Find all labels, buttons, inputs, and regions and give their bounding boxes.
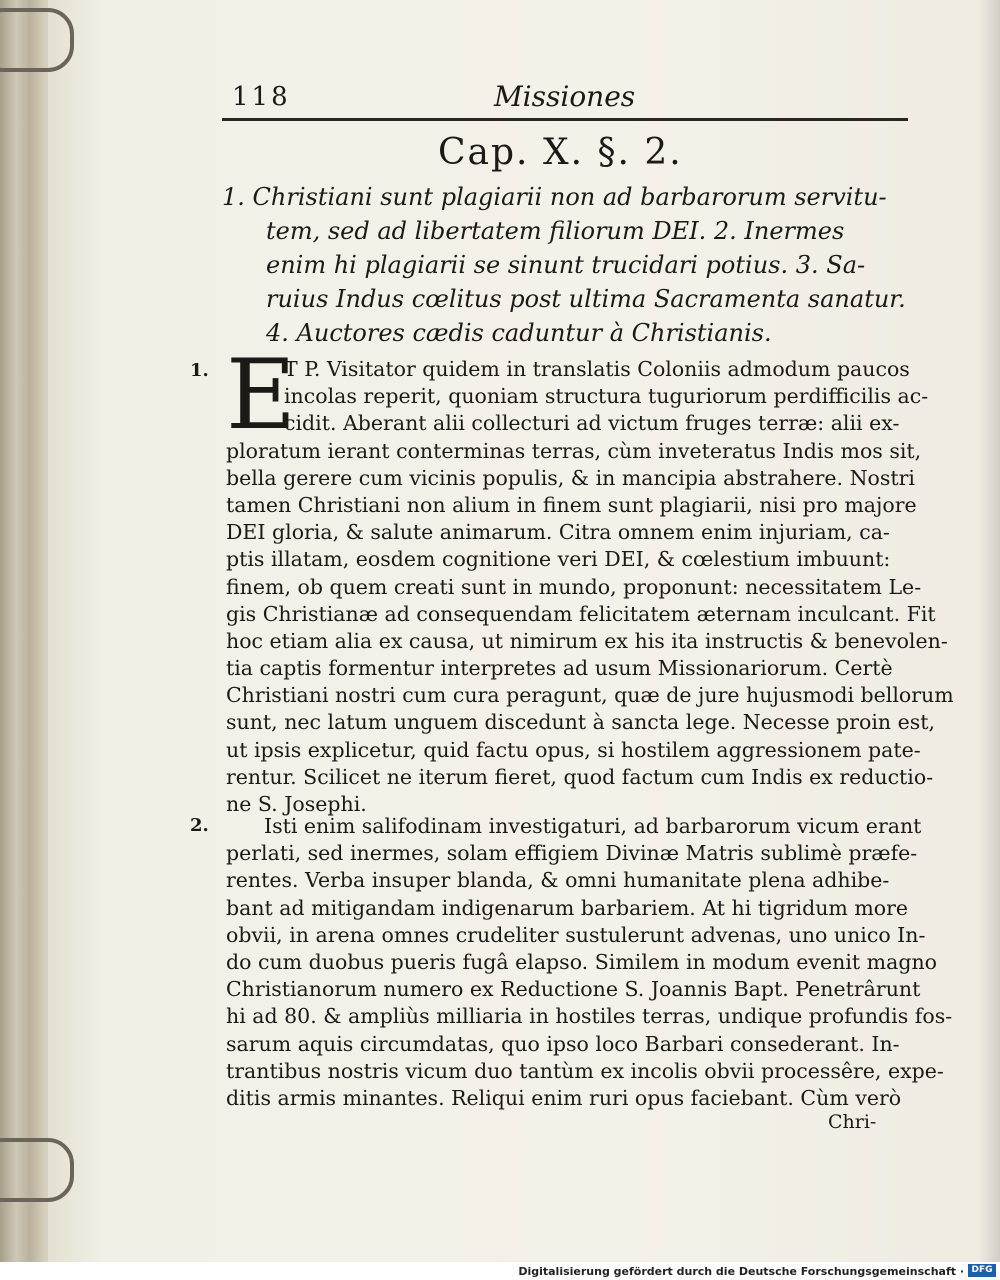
clip-bottom-icon bbox=[0, 1138, 74, 1202]
paragraph-1-lines-b bbox=[226, 438, 954, 819]
paragraph-2-first-line bbox=[264, 813, 921, 840]
text-line: sunt, nec latum unguem discedunt à sancta lege. Necesse proin est, bbox=[226, 710, 936, 735]
header-rule bbox=[222, 118, 908, 121]
chapter-summary bbox=[222, 180, 912, 350]
text-line: ditis armis minantes. Reliqui enim ruri opus faciebant. Cùm verò bbox=[226, 1085, 902, 1110]
summary-line: enim hi plagiarii se sinunt trucidari potius. 3. Sa- bbox=[266, 251, 866, 279]
summary-line: tem, sed ad libertatem filiorum DEI. 2. Inermes bbox=[266, 217, 845, 245]
text-line: cidit. Aberant alii collecturi ad victum fruges terræ: alii ex- bbox=[284, 411, 900, 436]
text-line: incolas reperit, quoniam structura tuguriorum perdifficilis ac- bbox=[284, 384, 929, 409]
dfg-logo-icon[interactable]: DFG bbox=[968, 1264, 996, 1277]
paragraph-2-lines bbox=[226, 840, 952, 1112]
footer-bar bbox=[0, 1262, 1000, 1280]
text-line: perlati, sed inermes, solam effigiem Divinæ Matris sublimè præfe- bbox=[226, 841, 918, 866]
text-line: Isti enim salifodinam investigaturi, ad barbarorum vicum erant bbox=[264, 814, 922, 838]
text-line: ptis illatam, eosdem cognitione veri DEI, & cœlestium imbuunt: bbox=[226, 547, 891, 572]
text-line: finem, ob quem creati sunt in mundo, proponunt: necessitatem Le- bbox=[226, 574, 922, 599]
clip-top-icon bbox=[0, 8, 74, 72]
paragraph-number: 2. bbox=[190, 815, 209, 836]
running-head bbox=[222, 78, 908, 122]
summary-line: 1. Christiani sunt plagiarii non ad barbarorum servitu- bbox=[222, 183, 887, 211]
text-line: ne S. Josephi. bbox=[226, 792, 367, 817]
text-line: bant ad mitigandam indigenarum barbariem. At hi tigridum more bbox=[226, 895, 909, 920]
drop-cap: E bbox=[226, 339, 297, 451]
text-line: Christianorum numero ex Reductione S. Joannis Bapt. Penetrârunt bbox=[226, 977, 921, 1002]
text-line: do cum duobus pueris fugâ elapso. Similem in modum evenit magno bbox=[226, 949, 937, 974]
text-line: Christiani nostri cum cura peragunt, quæ de jure hujusmodi bellorum bbox=[226, 683, 954, 708]
funding-credit: Digitalisierung gefördert durch die Deutsche Forschungsgemeinschaft · bbox=[518, 1265, 964, 1278]
text-line: trantibus nostris vicum duo tantùm ex incolis obvii processêre, expe- bbox=[226, 1058, 944, 1083]
summary-line: ruius Indus cœlitus post ultima Sacramenta sanatur. bbox=[266, 285, 906, 313]
text-line: hi ad 80. & ampliùs milliaria in hostiles terras, undique profundis fos- bbox=[226, 1004, 953, 1029]
text-line: bella gerere cum vicinis populis, & in mancipia abstrahere. Nostri bbox=[226, 465, 915, 490]
paragraph-1-lines-a bbox=[284, 356, 928, 438]
running-title: Missiones bbox=[494, 80, 636, 113]
text-line: rentes. Verba insuper blanda, & omni humanitate plena adhibe- bbox=[226, 868, 890, 893]
text-line: sarum aquis circumdatas, quo ipso loco Barbari consederant. In- bbox=[226, 1031, 900, 1056]
summary-line: 4. Auctores cædis caduntur à Christianis. bbox=[266, 319, 772, 347]
text-line: gis Christianæ ad consequendam felicitatem æternam inculcant. Fit bbox=[226, 601, 936, 626]
text-line: hoc etiam alia ex causa, ut nimirum ex his ita instructis & benevolen- bbox=[226, 628, 948, 653]
page-shadow bbox=[978, 0, 1000, 1262]
catchword: Chri- bbox=[828, 1111, 877, 1133]
text-line: tamen Christiani non alium in finem sunt plagiarii, nisi pro majore bbox=[226, 492, 917, 517]
text-line: ut ipsis explicetur, quid factu opus, si hostilem aggressionem pate- bbox=[226, 737, 921, 762]
text-line: rentur. Scilicet ne iterum fieret, quod factum cum Indis ex reductio- bbox=[226, 764, 934, 789]
paragraph-number: 1. bbox=[190, 360, 209, 381]
text-line: tia captis formentur interpretes ad usum Missionariorum. Certè bbox=[226, 656, 893, 681]
text-line: T P. Visitator quidem in translatis Coloniis admodum paucos bbox=[284, 357, 910, 381]
text-line: obvii, in arena omnes crudeliter sustulerunt advenas, uno unico In- bbox=[226, 922, 926, 947]
chapter-heading: Cap. X. §. 2. bbox=[438, 132, 683, 173]
page-number: 118 bbox=[232, 82, 291, 112]
text-line: ploratum ierant conterminas terras, cùm inveteratus Indis mos sit, bbox=[226, 438, 922, 463]
text-line: DEI gloria, & salute animarum. Citra omnem enim injuriam, ca- bbox=[226, 520, 890, 545]
